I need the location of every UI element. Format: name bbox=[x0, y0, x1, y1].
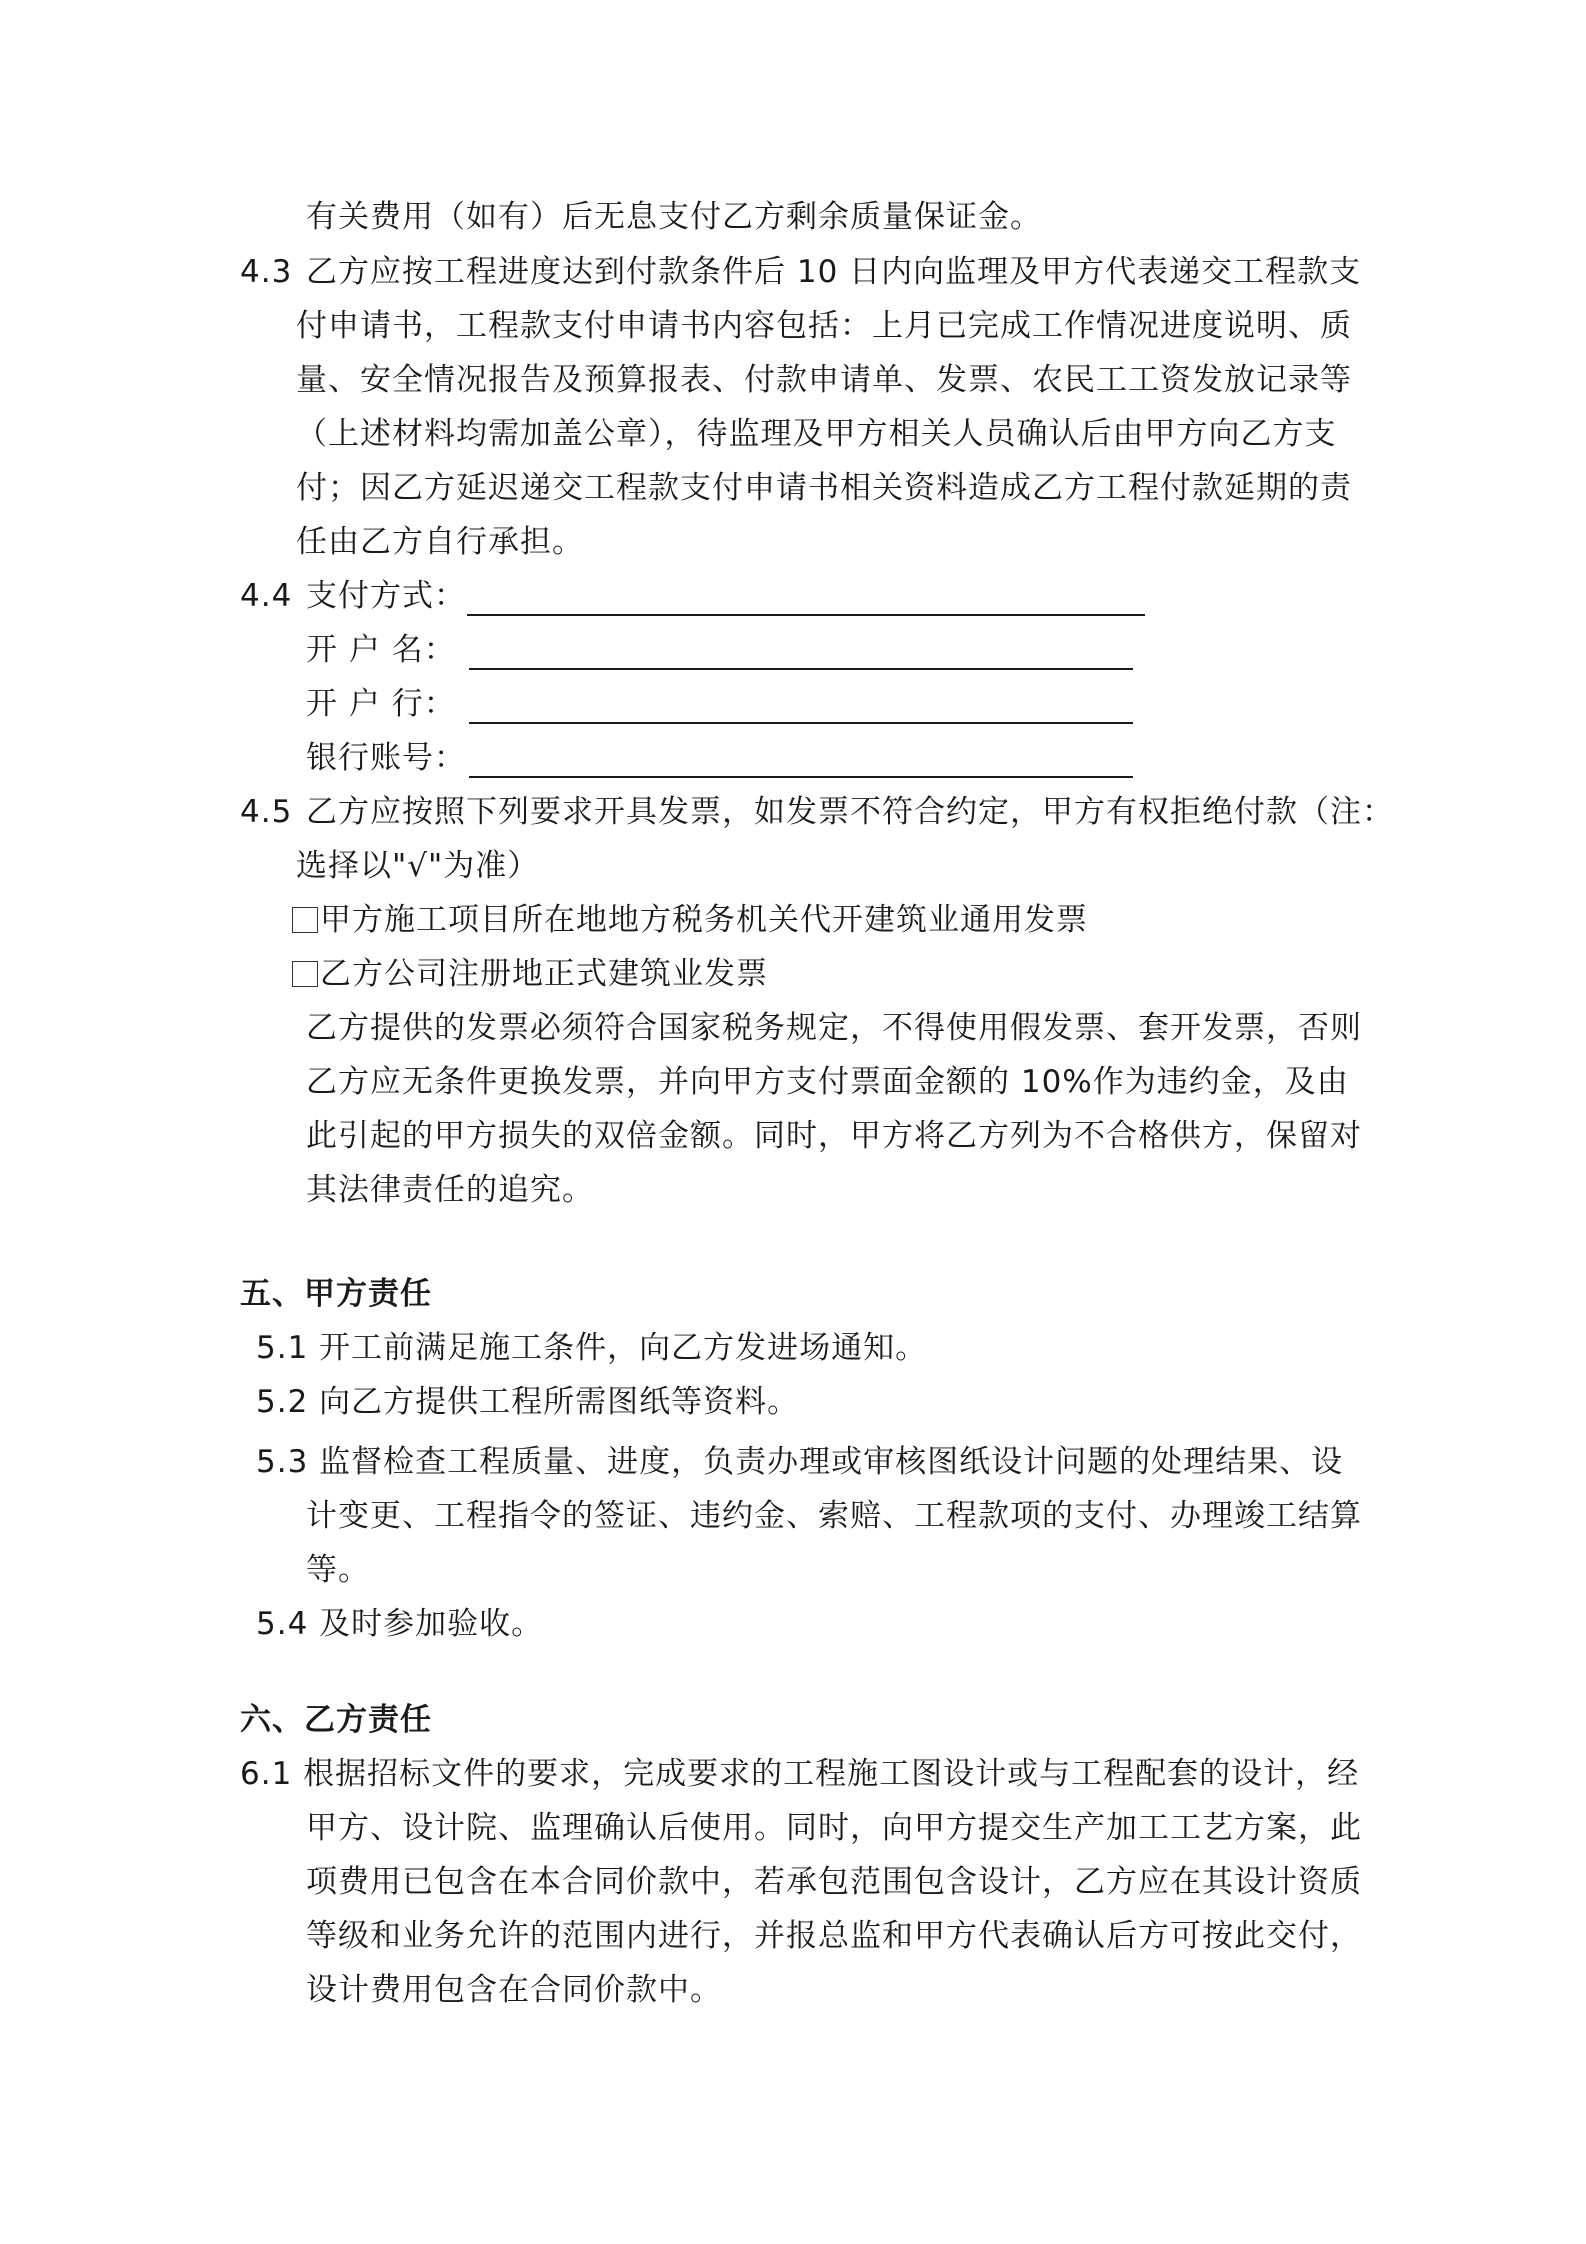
section-5-heading: 五、甲方责任 bbox=[240, 1276, 432, 1312]
clause-4-3-line: 任由乙方自行承担。 bbox=[296, 524, 584, 560]
clause-5-2: 5.2 向乙方提供工程所需图纸等资料。 bbox=[256, 1384, 800, 1420]
clause-4-3-line: 乙方应按工程进度达到付款条件后 10 日内向监理及甲方代表递交工程款支 bbox=[306, 254, 1362, 290]
section-6-heading: 六、乙方责任 bbox=[240, 1702, 432, 1738]
bank-label: 开 户 行： bbox=[306, 686, 456, 722]
invoice-option-1[interactable] bbox=[292, 900, 1088, 940]
account-number-blank[interactable] bbox=[469, 776, 1133, 778]
clause-4-3-line: 付；因乙方延迟递交工程款支付申请书相关资料造成乙方工程付款延期的责 bbox=[296, 470, 1352, 506]
clause-5-1: 5.1 开工前满足施工条件，向乙方发进场通知。 bbox=[256, 1330, 928, 1366]
clause-4-3-number: 4.3 bbox=[240, 254, 293, 290]
clause-6-1-line: 设计费用包含在合同价款中。 bbox=[306, 1972, 722, 2008]
payment-method-blank[interactable] bbox=[467, 614, 1145, 616]
clause-4-5-line: 乙方应按照下列要求开具发票，如发票不符合约定，甲方有权拒绝付款（注： bbox=[306, 794, 1394, 830]
invoice-option-1-label: 甲方施工项目所在地地方税务机关代开建筑业通用发票 bbox=[320, 902, 1088, 938]
clause-4-3-line: 量、安全情况报告及预算报表、付款申请单、发票、农民工工资发放记录等 bbox=[296, 362, 1352, 398]
invoice-paragraph-line: 乙方应无条件更换发票，并向甲方支付票面金额的 10%作为违约金，及由 bbox=[306, 1064, 1349, 1100]
clause-4-3-line: （上述材料均需加盖公章），待监理及甲方相关人员确认后由甲方向乙方支 bbox=[296, 416, 1337, 452]
invoice-option-2-label: 乙方公司注册地正式建筑业发票 bbox=[320, 956, 768, 992]
clause-4-5-line: 选择以"√"为准） bbox=[296, 848, 540, 884]
checkbox-icon[interactable] bbox=[292, 961, 318, 987]
clause-6-1-line: 项费用已包含在本合同价款中，若承包范围包含设计，乙方应在其设计资质 bbox=[306, 1864, 1362, 1900]
clause-5-4: 5.4 及时参加验收。 bbox=[256, 1606, 544, 1642]
account-name-label: 开 户 名： bbox=[306, 632, 456, 668]
clause-4-3-line: 付申请书，工程款支付申请书内容包括：上月已完成工作情况进度说明、质 bbox=[296, 308, 1352, 344]
clause-5-3-line: 5.3 监督检查工程质量、进度，负责办理或审核图纸设计问题的处理结果、设 bbox=[256, 1444, 1344, 1480]
clause-6-1-line: 等级和业务允许的范围内进行，并报总监和甲方代表确认后方可按此交付， bbox=[306, 1918, 1362, 1954]
invoice-paragraph-line: 乙方提供的发票必须符合国家税务规定，不得使用假发票、套开发票，否则 bbox=[306, 1010, 1362, 1046]
clause-4-4-number: 4.4 bbox=[240, 578, 293, 614]
invoice-paragraph-line: 此引起的甲方损失的双倍金额。同时，甲方将乙方列为不合格供方，保留对 bbox=[306, 1118, 1362, 1154]
clause-4-5-number: 4.5 bbox=[240, 794, 293, 830]
checkbox-icon[interactable] bbox=[292, 907, 318, 933]
account-name-blank[interactable] bbox=[469, 668, 1133, 670]
payment-method-label: 支付方式： bbox=[306, 578, 466, 614]
clause-5-3-line: 等。 bbox=[306, 1552, 370, 1588]
invoice-paragraph-line: 其法律责任的追究。 bbox=[306, 1172, 594, 1208]
clause-4-2-continuation: 有关费用（如有）后无息支付乙方剩余质量保证金。 bbox=[306, 199, 1042, 235]
clause-5-3-line: 计变更、工程指令的签证、违约金、索赔、工程款项的支付、办理竣工结算 bbox=[306, 1498, 1362, 1534]
clause-6-1-line: 6.1 根据招标文件的要求，完成要求的工程施工图设计或与工程配套的设计，经 bbox=[240, 1756, 1360, 1792]
bank-blank[interactable] bbox=[469, 722, 1133, 724]
account-number-label: 银行账号： bbox=[306, 740, 466, 776]
clause-6-1-line: 甲方、设计院、监理确认后使用。同时，向甲方提交生产加工工艺方案，此 bbox=[306, 1810, 1362, 1846]
invoice-option-2[interactable] bbox=[292, 954, 768, 994]
